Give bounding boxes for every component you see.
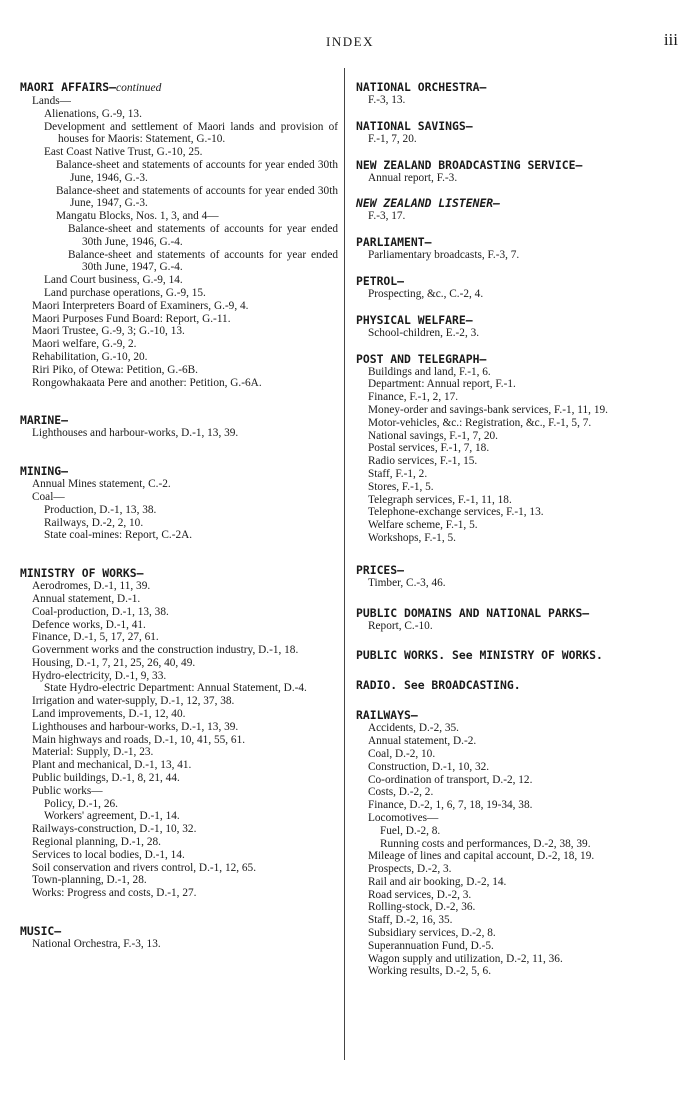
index-entry: Soil conservation and rivers control, D.-1, 12, 65. — [32, 861, 257, 874]
index-entry: Balance-sheet and statements of accounts for year ended 30th June, 1946, G.-3. — [56, 158, 338, 184]
index-entry: Hydro-electricity, D.-1, 9, 33. — [32, 669, 167, 682]
page-number: iii — [663, 30, 678, 49]
index-entry: Running costs and performances, D.-2, 38, 39. — [380, 837, 591, 850]
section-heading-text: PARLIAMENT— — [356, 235, 432, 250]
index-section — [20, 566, 338, 900]
index-entry: Alienations, G.-9, 13. — [44, 107, 142, 120]
index-entry: Land purchase operations, G.-9, 15. — [44, 286, 206, 299]
index-section — [356, 678, 682, 692]
index-section — [356, 158, 682, 185]
index-entry: Costs, D.-2, 2. — [368, 786, 434, 799]
index-entry: Coal— — [32, 490, 65, 503]
index-entry: National savings, F.-1, 7, 20. — [368, 429, 498, 442]
index-entry: F.-1, 7, 20. — [368, 132, 417, 145]
index-entry: Annual report, F.-3. — [368, 171, 458, 184]
index-section — [356, 352, 682, 545]
index-entry: Superannuation Fund, D.-5. — [368, 939, 494, 952]
section-heading-text: NATIONAL SAVINGS— — [356, 118, 473, 133]
section-heading — [356, 678, 682, 692]
index-section — [356, 708, 682, 978]
index-entry: Government works and the construction industry, D.-1, 18. — [32, 644, 299, 657]
index-entry: Workshops, F.-1, 5. — [368, 531, 456, 544]
section-heading — [356, 352, 682, 366]
section-heading-text: PHYSICAL WELFARE— — [356, 312, 473, 327]
section-heading — [356, 563, 682, 577]
index-section — [356, 80, 682, 107]
index-column-left — [20, 80, 338, 951]
index-section — [356, 563, 682, 590]
index-entry: F.-3, 17. — [368, 210, 406, 223]
index-section — [356, 648, 682, 662]
section-heading-text: MINISTRY OF WORKS— — [20, 566, 144, 581]
index-entry: Regional planning, D.-1, 28. — [32, 836, 161, 849]
index-entry: Finance, F.-1, 2, 17. — [368, 391, 459, 404]
section-heading — [356, 119, 682, 133]
index-entry: Rail and air booking, D.-2, 14. — [368, 875, 507, 888]
index-section — [356, 235, 682, 262]
section-heading-text: RAILWAYS— — [356, 708, 418, 723]
index-entry: Lighthouses and harbour-works, D.-1, 13, 39. — [32, 427, 239, 440]
index-entry: Maori welfare, G.-9, 2. — [32, 338, 137, 351]
section-heading — [356, 648, 682, 662]
index-entry: Housing, D.-1, 7, 21, 25, 26, 40, 49. — [32, 656, 196, 669]
index-entry: Plant and mechanical, D.-1, 13, 41. — [32, 759, 192, 772]
index-section — [356, 313, 682, 340]
index-entry: Telephone-exchange services, F.-1, 13. — [368, 506, 544, 519]
index-entry: Balance-sheet and statements of accounts for year ended 30th June, 1946, G.-4. — [68, 222, 338, 248]
index-entry: Railways-construction, D.-1, 10, 32. — [32, 823, 197, 836]
index-entry: Radio services, F.-1, 15. — [368, 455, 478, 468]
section-heading-text: PUBLIC WORKS. See MINISTRY OF WORKS. — [356, 648, 603, 663]
section-heading-text: POST AND TELEGRAPH— — [356, 351, 487, 366]
section-heading — [356, 235, 682, 249]
index-entry: Finance, D.-2, 1, 6, 7, 18, 19-34, 38. — [368, 799, 533, 812]
section-heading — [356, 313, 682, 327]
index-entry: Buildings and land, F.-1, 6. — [368, 365, 491, 378]
section-heading — [356, 80, 682, 94]
section-heading — [20, 924, 338, 938]
section-heading — [20, 464, 338, 478]
index-entry: Defence works, D.-1, 41. — [32, 618, 146, 631]
section-heading — [356, 606, 682, 620]
section-heading — [356, 196, 682, 210]
index-entry: Annual Mines statement, C.-2. — [32, 478, 171, 491]
index-entry: Construction, D.-1, 10, 32. — [368, 760, 490, 773]
section-heading-text: MAORI AFFAIRS— — [20, 80, 117, 94]
index-entry: Fuel, D.-2, 8. — [380, 824, 441, 837]
section-heading-text: MUSIC— — [20, 924, 62, 939]
index-entry: Working results, D.-2, 5, 6. — [368, 965, 492, 978]
index-entry: Maori Interpreters Board of Examiners, G.-9, 4. — [32, 299, 249, 312]
index-entry: Telegraph services, F.-1, 11, 18. — [368, 493, 512, 506]
index-entry: Prospecting, &c., C.-2, 4. — [368, 287, 484, 300]
index-entry: Subsidiary services, D.-2, 8. — [368, 927, 496, 940]
section-heading-note: continued — [116, 82, 162, 94]
index-section — [20, 80, 338, 389]
section-heading — [356, 274, 682, 288]
index-section — [356, 606, 682, 633]
index-entry: Railways, D.-2, 2, 10. — [44, 516, 144, 529]
index-entry: Irrigation and water-supply, D.-1, 12, 37, 38. — [32, 695, 235, 708]
index-entry: National Orchestra, F.-3, 13. — [32, 938, 161, 951]
index-entry: Postal services, F.-1, 7, 18. — [368, 442, 490, 455]
index-entry: Main highways and roads, D.-1, 10, 41, 55, 61. — [32, 733, 246, 746]
index-entry: Works: Progress and costs, D.-1, 27. — [32, 887, 197, 900]
index-entry: Mileage of lines and capital account, D.-2, 18, 19. — [368, 850, 595, 863]
index-entry: Lands— — [32, 95, 71, 107]
section-heading-text: NATIONAL ORCHESTRA— — [356, 80, 487, 94]
index-entry: Balance-sheet and statements of accounts for year ended 30th June, 1947, G.-3. — [56, 184, 338, 210]
page-title: INDEX — [326, 34, 374, 49]
index-entry: Report, C.-10. — [368, 619, 433, 632]
index-entry: Lighthouses and harbour-works, D.-1, 13, 39. — [32, 720, 239, 733]
section-heading-text: NEW ZEALAND LISTENER— — [356, 196, 501, 211]
index-entry: Parliamentary broadcasts, F.-3, 7. — [368, 249, 520, 262]
index-entry: Land Court business, G.-9, 14. — [44, 274, 183, 287]
index-entry: Public works— — [32, 784, 103, 797]
index-entry: Policy, D.-1, 26. — [44, 797, 118, 810]
index-entry: Department: Annual report, F.-1. — [368, 378, 516, 391]
index-entry: Land improvements, D.-1, 12, 40. — [32, 708, 186, 721]
index-entry: Money-order and savings-bank services, F.-1, 11, 19. — [368, 403, 608, 416]
section-heading — [356, 708, 682, 722]
section-heading-text: PRICES— — [356, 562, 405, 577]
index-entry: Wagon supply and utilization, D.-2, 11, 36. — [368, 952, 563, 965]
column-divider — [344, 68, 345, 1060]
index-entry: State coal-mines: Report, C.-2A. — [44, 529, 193, 542]
index-entry: Accidents, D.-2, 35. — [368, 722, 459, 735]
index-entry: Motor-vehicles, &c.: Registration, &c., F.-1, 5, 7. — [368, 416, 592, 429]
index-entry: Development and settlement of Maori lands and provision of houses for Maoris: Statement, G.-10. — [44, 120, 338, 146]
section-heading-text: PETROL— — [356, 273, 405, 288]
index-entry: Staff, D.-2, 16, 35. — [368, 914, 453, 927]
index-entry: Balance-sheet and statements of accounts for year ended 30th June, 1947, G.-4. — [68, 248, 338, 274]
index-entry: Finance, D.-1, 5, 17, 27, 61. — [32, 631, 159, 644]
index-entry: State Hydro-electric Department: Annual Statement, D.-4. — [44, 682, 307, 695]
index-entry: Town-planning, D.-1, 28. — [32, 874, 147, 887]
index-entry: Road services, D.-2, 3. — [368, 888, 472, 901]
index-entry: Workers' agreement, D.-1, 14. — [44, 810, 180, 823]
section-heading-text: PUBLIC DOMAINS AND NATIONAL PARKS— — [356, 605, 590, 620]
section-heading — [356, 158, 682, 172]
index-entry: F.-3, 13. — [368, 94, 406, 106]
index-entry: Aerodromes, D.-1, 11, 39. — [32, 580, 151, 593]
index-entry: Co-ordination of transport, D.-2, 12. — [368, 773, 533, 786]
index-section — [20, 413, 338, 440]
index-entry: Coal-production, D.-1, 13, 38. — [32, 605, 169, 618]
index-entry: Maori Purposes Fund Board: Report, G.-11. — [32, 312, 231, 325]
index-section — [356, 274, 682, 301]
index-entry: Maori Trustee, G.-9, 3; G.-10, 13. — [32, 325, 185, 338]
index-entry: School-children, E.-2, 3. — [368, 326, 480, 339]
index-entry: Staff, F.-1, 2. — [368, 467, 428, 480]
index-entry: Annual statement, D.-2. — [368, 735, 477, 748]
index-entry: East Coast Native Trust, G.-10, 25. — [44, 146, 203, 159]
index-entry: Rolling-stock, D.-2, 36. — [368, 901, 476, 914]
index-entry: Prospects, D.-2, 3. — [368, 863, 452, 876]
index-entry: Stores, F.-1, 5. — [368, 480, 434, 493]
index-entry: Material: Supply, D.-1, 23. — [32, 746, 154, 759]
section-heading — [20, 80, 338, 95]
index-section — [20, 464, 338, 542]
index-entry: Annual statement, D.-1. — [32, 592, 141, 605]
index-entry: Welfare scheme, F.-1, 5. — [368, 519, 478, 532]
index-entry: Public buildings, D.-1, 8, 21, 44. — [32, 772, 180, 785]
index-entry: Rehabilitation, G.-10, 20. — [32, 350, 148, 363]
section-heading-text: NEW ZEALAND BROADCASTING SERVICE— — [356, 157, 583, 172]
index-entry: Services to local bodies, D.-1, 14. — [32, 848, 185, 861]
index-entry: Timber, C.-3, 46. — [368, 576, 446, 589]
index-entry: Locomotives— — [368, 811, 439, 824]
index-section — [356, 119, 682, 146]
section-heading-text: RADIO. See BROADCASTING. — [356, 678, 521, 693]
index-entry: Riri Piko, of Otewa: Petition, G.-6B. — [32, 363, 198, 376]
section-heading — [20, 566, 338, 580]
index-entry: Mangatu Blocks, Nos. 1, 3, and 4— — [56, 210, 219, 223]
index-section — [20, 924, 338, 951]
index-entry: Production, D.-1, 13, 38. — [44, 503, 157, 516]
section-heading-text: MARINE— — [20, 413, 69, 428]
section-heading — [20, 413, 338, 427]
index-section — [356, 196, 682, 223]
section-heading-text: MINING— — [20, 464, 69, 479]
index-column-right — [356, 80, 682, 978]
page-header — [0, 30, 700, 54]
index-entry: Rongowhakaata Pere and another: Petition, G.-6A. — [32, 376, 262, 389]
index-entry: Coal, D.-2, 10. — [368, 747, 436, 760]
